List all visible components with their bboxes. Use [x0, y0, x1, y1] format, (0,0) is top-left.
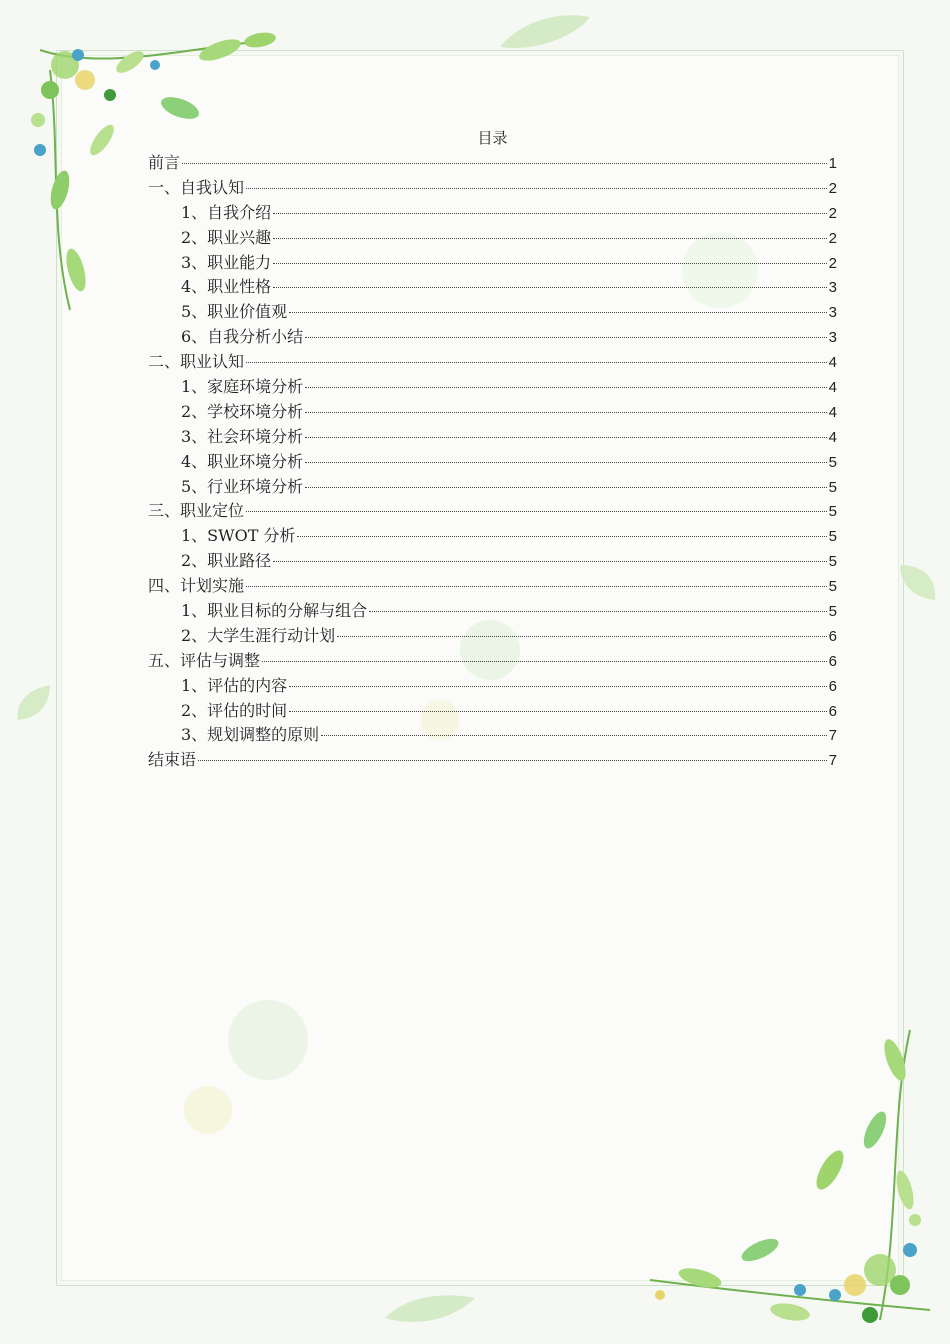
- toc-entry[interactable]: [148, 524, 837, 549]
- toc-entry-label: 1、评估的内容: [181, 675, 288, 695]
- toc-entry[interactable]: [148, 176, 837, 201]
- toc-dot-leader: [305, 337, 826, 338]
- toc-entry[interactable]: [148, 375, 837, 400]
- toc-entry-label: 1、职业目标的分解与组合: [181, 601, 368, 621]
- toc-entry-page-number: 5: [828, 553, 837, 571]
- toc-entry[interactable]: [148, 325, 837, 350]
- toc-entry-page-number: 7: [828, 752, 837, 770]
- toc-dot-leader: [289, 686, 826, 687]
- toc-entry-page-number: 1: [828, 155, 837, 172]
- floral-corner-bottom-right-icon: [640, 1020, 940, 1338]
- toc-entry-label: 五、评估与调整: [148, 650, 261, 670]
- toc-entry-page-number: 4: [828, 379, 837, 397]
- toc-entry[interactable]: [148, 674, 837, 699]
- toc-entry[interactable]: [148, 275, 837, 300]
- toc-entry-label: 1、自我介绍: [181, 202, 272, 222]
- leaf-right-edge-icon: [895, 560, 940, 605]
- toc-entry-label: 结束语: [148, 750, 197, 770]
- toc-entry-page-number: 5: [828, 578, 837, 596]
- toc-entry-page-number: 2: [828, 204, 837, 222]
- toc-dot-leader: [289, 711, 826, 712]
- leaf-bottom-center-icon: [380, 1288, 480, 1328]
- toc-entry[interactable]: [148, 475, 837, 500]
- toc-entry-page-number: 4: [828, 354, 837, 372]
- toc-dot-leader: [321, 735, 826, 736]
- toc-dot-leader: [273, 287, 826, 288]
- toc-entry[interactable]: [148, 699, 837, 724]
- toc-entry-label: 二、职业认知: [148, 352, 245, 372]
- toc-entry-label: 一、自我认知: [148, 177, 245, 197]
- toc-entry[interactable]: [148, 649, 837, 674]
- toc-entry-page-number: 3: [828, 304, 837, 322]
- toc-entry[interactable]: [148, 450, 837, 475]
- toc-dot-leader: [246, 362, 827, 363]
- toc-entry[interactable]: [148, 251, 837, 276]
- toc-entry-label: 1、SWOT 分析: [181, 526, 296, 546]
- toc-entry-label: 4、职业性格: [181, 277, 272, 297]
- toc-dot-leader: [246, 511, 827, 512]
- toc-entry-page-number: 6: [828, 627, 837, 645]
- toc-dot-leader: [305, 487, 826, 488]
- toc-entry[interactable]: [148, 350, 837, 375]
- toc-title: 目录: [477, 129, 508, 147]
- toc-entry-page-number: 6: [828, 652, 837, 670]
- toc-entry-label: 5、职业价值观: [181, 302, 288, 322]
- toc-entry[interactable]: [148, 499, 837, 524]
- toc-entry-page-number: 3: [828, 279, 837, 297]
- toc-dot-leader: [273, 238, 826, 239]
- toc-entry-page-number: 5: [828, 528, 837, 546]
- toc-entry[interactable]: [148, 201, 837, 226]
- toc-entry-label: 6、自我分析小结: [181, 327, 304, 347]
- toc-entry-label: 2、大学生涯行动计划: [181, 625, 336, 645]
- toc-entry[interactable]: [148, 599, 837, 624]
- toc-dot-leader: [337, 636, 826, 637]
- toc-entry-label: 3、规划调整的原则: [181, 725, 320, 745]
- toc-dot-leader: [182, 163, 827, 164]
- toc-entry-page-number: 7: [828, 727, 837, 745]
- toc-dot-leader: [246, 586, 827, 587]
- toc-entry-label: 前言: [148, 153, 181, 172]
- toc-entry-label: 2、评估的时间: [181, 700, 288, 720]
- toc-entry[interactable]: [148, 723, 837, 748]
- toc-entry[interactable]: [148, 300, 837, 325]
- toc-entry[interactable]: [148, 748, 837, 773]
- toc-entry-label: 四、计划实施: [148, 576, 245, 596]
- toc-entry-label: 4、职业环境分析: [181, 451, 304, 471]
- toc-entry-page-number: 4: [828, 403, 837, 421]
- toc-entry-page-number: 6: [828, 702, 837, 720]
- toc-entry-label: 3、社会环境分析: [181, 426, 304, 446]
- toc-dot-leader: [273, 263, 826, 264]
- toc-entry[interactable]: [148, 151, 837, 176]
- toc-entry-page-number: 2: [828, 229, 837, 247]
- toc-entry[interactable]: [148, 624, 837, 649]
- toc-entry-page-number: 4: [828, 428, 837, 446]
- toc-entry-page-number: 5: [828, 503, 837, 521]
- toc-list: [148, 151, 837, 773]
- toc-entry-label: 2、职业路径: [181, 551, 272, 571]
- toc-entry-label: 1、家庭环境分析: [181, 377, 304, 397]
- toc-entry-page-number: 5: [828, 453, 837, 471]
- toc-entry-label: 三、职业定位: [148, 501, 245, 521]
- toc-dot-leader: [305, 387, 826, 388]
- toc-entry[interactable]: [148, 549, 837, 574]
- toc-dot-leader: [262, 661, 827, 662]
- toc-dot-leader: [289, 312, 826, 313]
- toc-entry-label: 2、学校环境分析: [181, 401, 304, 421]
- toc-dot-leader: [305, 412, 826, 413]
- toc-entry[interactable]: [148, 425, 837, 450]
- toc-dot-leader: [273, 561, 826, 562]
- toc-entry-page-number: 6: [828, 677, 837, 695]
- toc-entry-page-number: 5: [828, 478, 837, 496]
- toc-entry-page-number: 3: [828, 329, 837, 347]
- toc-entry-label: 2、职业兴趣: [181, 227, 272, 247]
- toc-entry-label: 3、职业能力: [181, 252, 272, 272]
- toc-dot-leader: [273, 213, 826, 214]
- toc-entry-page-number: 2: [828, 254, 837, 272]
- table-of-contents: [148, 127, 837, 773]
- leaf-left-edge-icon: [10, 680, 55, 725]
- toc-entry[interactable]: [148, 226, 837, 251]
- toc-dot-leader: [305, 462, 826, 463]
- toc-dot-leader: [369, 611, 826, 612]
- leaf-top-center-icon: [495, 12, 595, 52]
- toc-entry[interactable]: [148, 400, 837, 425]
- toc-dot-leader: [246, 188, 827, 189]
- toc-entry-label: 5、行业环境分析: [181, 476, 304, 496]
- toc-entry[interactable]: [148, 574, 837, 599]
- toc-dot-leader: [297, 536, 826, 537]
- toc-entry-page-number: 2: [828, 179, 837, 197]
- toc-entry-page-number: 5: [828, 603, 837, 621]
- toc-dot-leader: [305, 437, 826, 438]
- toc-dot-leader: [198, 760, 827, 761]
